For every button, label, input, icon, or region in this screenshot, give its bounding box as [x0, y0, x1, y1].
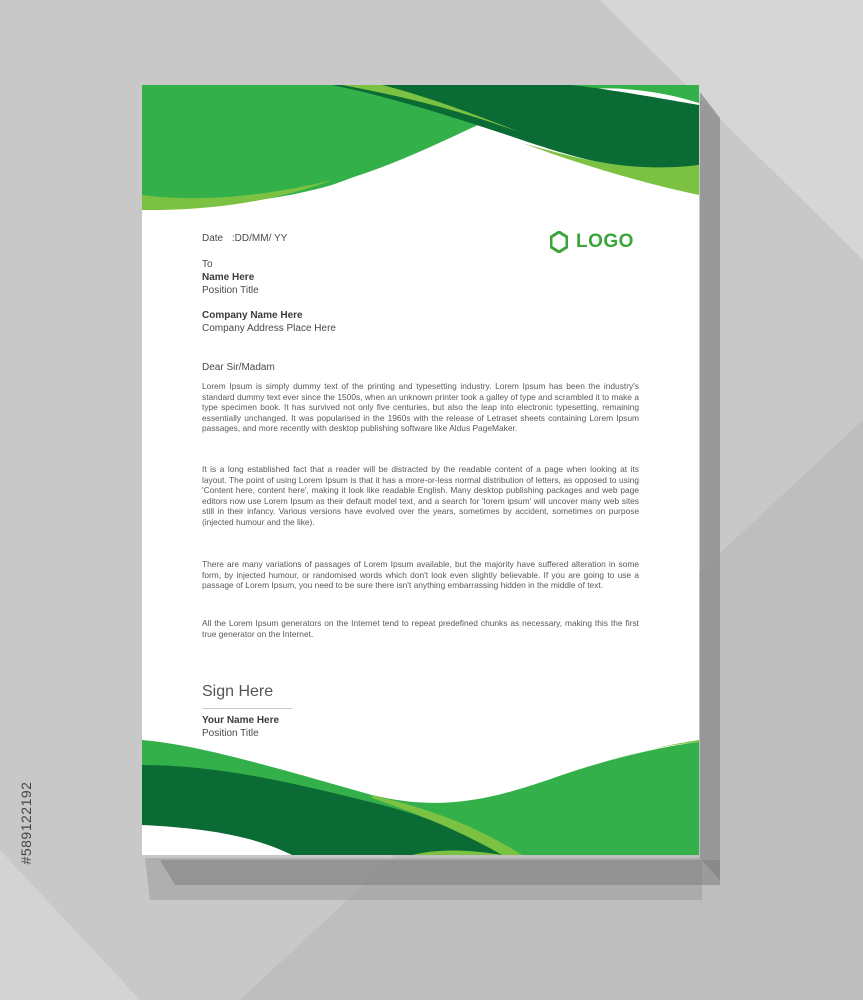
signer-name: Your Name Here [202, 715, 280, 726]
recipient-title: Position Title [202, 285, 259, 296]
body-paragraph: It is a long established fact that a reader will be distracted by the readable content of a page when looking at its layout. The point of using Lorem Ipsum is that it has a more-or-less normal distribution of letters, as opposed to using 'Content here, content here', making it look like readable English. Many desktop publishing packages and web page editors now use Lorem Ipsum as their default model text, and a search for 'lorem ipsum' will uncover many web sites still in their infancy. Various versions have evolved over the years, sometimes by accident, sometimes on purpose (injected humour and the like). [202, 464, 639, 527]
hexagon-icon [550, 231, 568, 253]
header-wave-decoration [142, 85, 699, 210]
body-paragraph: Lorem Ipsum is simply dummy text of the printing and typesetting industry. Lorem Ipsum has been the industry's standard dummy text ever since the 1500s, when an unknown printer took a galley of type and scrambled it to make a type specimen book. It has survived not only five centuries, but also the leap into electronic typesetting, remaining essentially unchanged. It was popularised in the 1960s with the release of Letraset sheets containing Lorem Ipsum passages, and more recently with desktop publishing software like Aldus PageMaker. [202, 381, 639, 434]
stock-watermark [6, 765, 36, 895]
body-paragraph: All the Lorem Ipsum generators on the Internet tend to repeat predefined chunks as necessary, making this the first true generator on the Internet. [202, 618, 639, 639]
date-value: :DD/MM/ YY [231, 233, 288, 244]
to-label: To [202, 259, 213, 270]
logo [550, 231, 634, 253]
recipient-name: Name Here [202, 272, 255, 283]
company-address: Company Address Place Here [202, 323, 336, 334]
date-label: Date [202, 233, 224, 244]
signer-title: Position Title [202, 728, 259, 739]
body-paragraph: There are many variations of passages of Lorem Ipsum available, but the majority have suffered alteration in some form, by injected humour, or randomised words which don't look even slightly believable. If you are going to use a passage of Lorem Ipsum, you need to be sure there isn't anything embarrassing hidden in the middle of text. [202, 559, 639, 591]
sign-here-label: Sign Here [202, 683, 274, 700]
logo-text: LOGO [576, 231, 634, 252]
salutation: Dear Sir/Madam [202, 362, 275, 373]
date-line [202, 232, 287, 245]
company-name: Company Name Here [202, 310, 303, 321]
footer-wave-decoration [142, 740, 699, 855]
signature-line [202, 708, 292, 709]
stock-id-text: #589122192 [18, 781, 34, 865]
letterhead-page [142, 85, 699, 855]
